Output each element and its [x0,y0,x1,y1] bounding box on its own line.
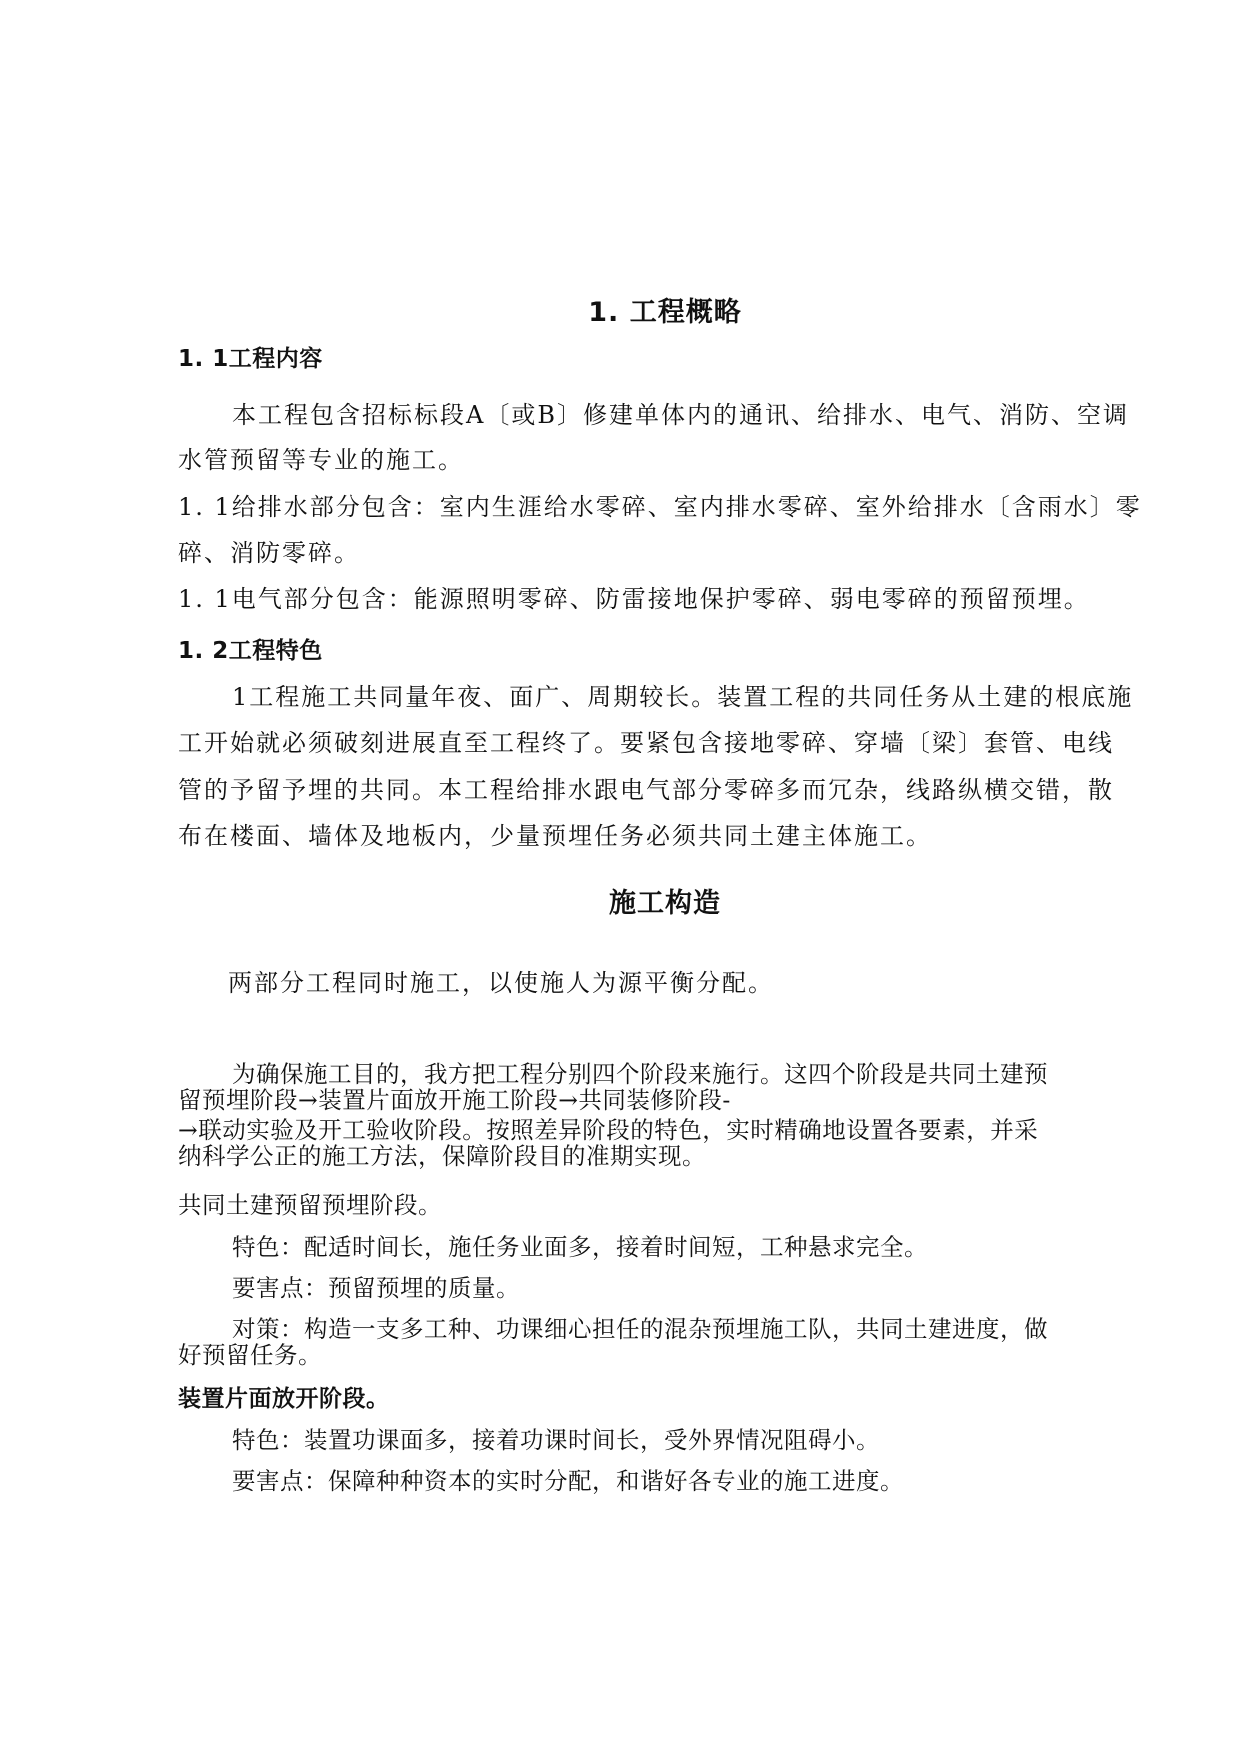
stage-title: 共同土建预留预埋阶段。 [178,1191,442,1219]
paragraph-line: 留预埋阶段→装置片面放开施工阶段→共同装修阶段- [178,1086,731,1114]
paragraph-line: 为确保施工目的，我方把工程分别四个阶段来施行。这四个阶段是共同土建预 [232,1060,1048,1088]
paragraph-line: 1工程施工共同量年夜、面广、周期较长。装置工程的共同任务从土建的根底施 [232,683,1134,711]
chapter-title-construction: 施工构造 [609,888,721,919]
stage-feature: 特色：装置功课面多，接着功课时间长，受外界情况阻碍小。 [232,1426,880,1454]
section-heading-1-1: 1. 1工程内容 [178,346,323,372]
paragraph-line: 纳科学公正的施工方法，保障阶段目的准期实现。 [178,1142,706,1170]
paragraph-line: 碎、消防零碎。 [178,539,360,567]
paragraph-line: 管的予留予埋的共同。本工程给排水跟电气部分零碎多而冗杂，线路纵横交错，散 [178,776,1114,804]
paragraph-line: →联动实验及开工验收阶段。按照差异阶段的特色，实时精确地设置各要素，并采 [178,1116,1039,1144]
stage-key-point: 要害点：保障种种资本的实时分配，和谐好各专业的施工进度。 [232,1467,904,1495]
stage-key-point: 要害点：预留预埋的质量。 [232,1274,520,1302]
paragraph-line: 布在楼面、墙体及地板内，少量预埋任务必须共同土建主体施工。 [178,822,932,850]
stage-measure: 对策：构造一支多工种、功课细心担任的混杂预埋施工队，共同土建进度，做 [232,1315,1048,1343]
paragraph-line: 1. 1电气部分包含：能源照明零碎、防雷接地保护零碎、弱电零碎的预留预埋。 [178,585,1090,613]
paragraph-line: 两部分工程同时施工，以使施人为源平衡分配。 [228,969,774,997]
section-heading-1-2: 1. 2工程特色 [178,638,323,664]
paragraph-line: 1. 1给排水部分包含：室内生涯给水零碎、室内排水零碎、室外给排水〔含雨水〕零 [178,493,1142,521]
paragraph-line: 工开始就必须破刻进展直至工程终了。要紧包含接地零碎、穿墙〔梁〕套管、电线 [178,729,1114,757]
chapter-title: 1. 工程概略 [588,297,742,328]
stage-title-bold: 装置片面放开阶段。 [178,1386,390,1412]
stage-feature: 特色：配适时间长，施任务业面多，接着时间短，工种悬求完全。 [232,1233,928,1261]
paragraph-line: 水管预留等专业的施工。 [178,446,464,474]
stage-measure: 好预留任务。 [178,1341,322,1369]
paragraph-line: 本工程包含招标标段A〔或B〕修建单体内的通讯、给排水、电气、消防、空调 [232,401,1129,429]
